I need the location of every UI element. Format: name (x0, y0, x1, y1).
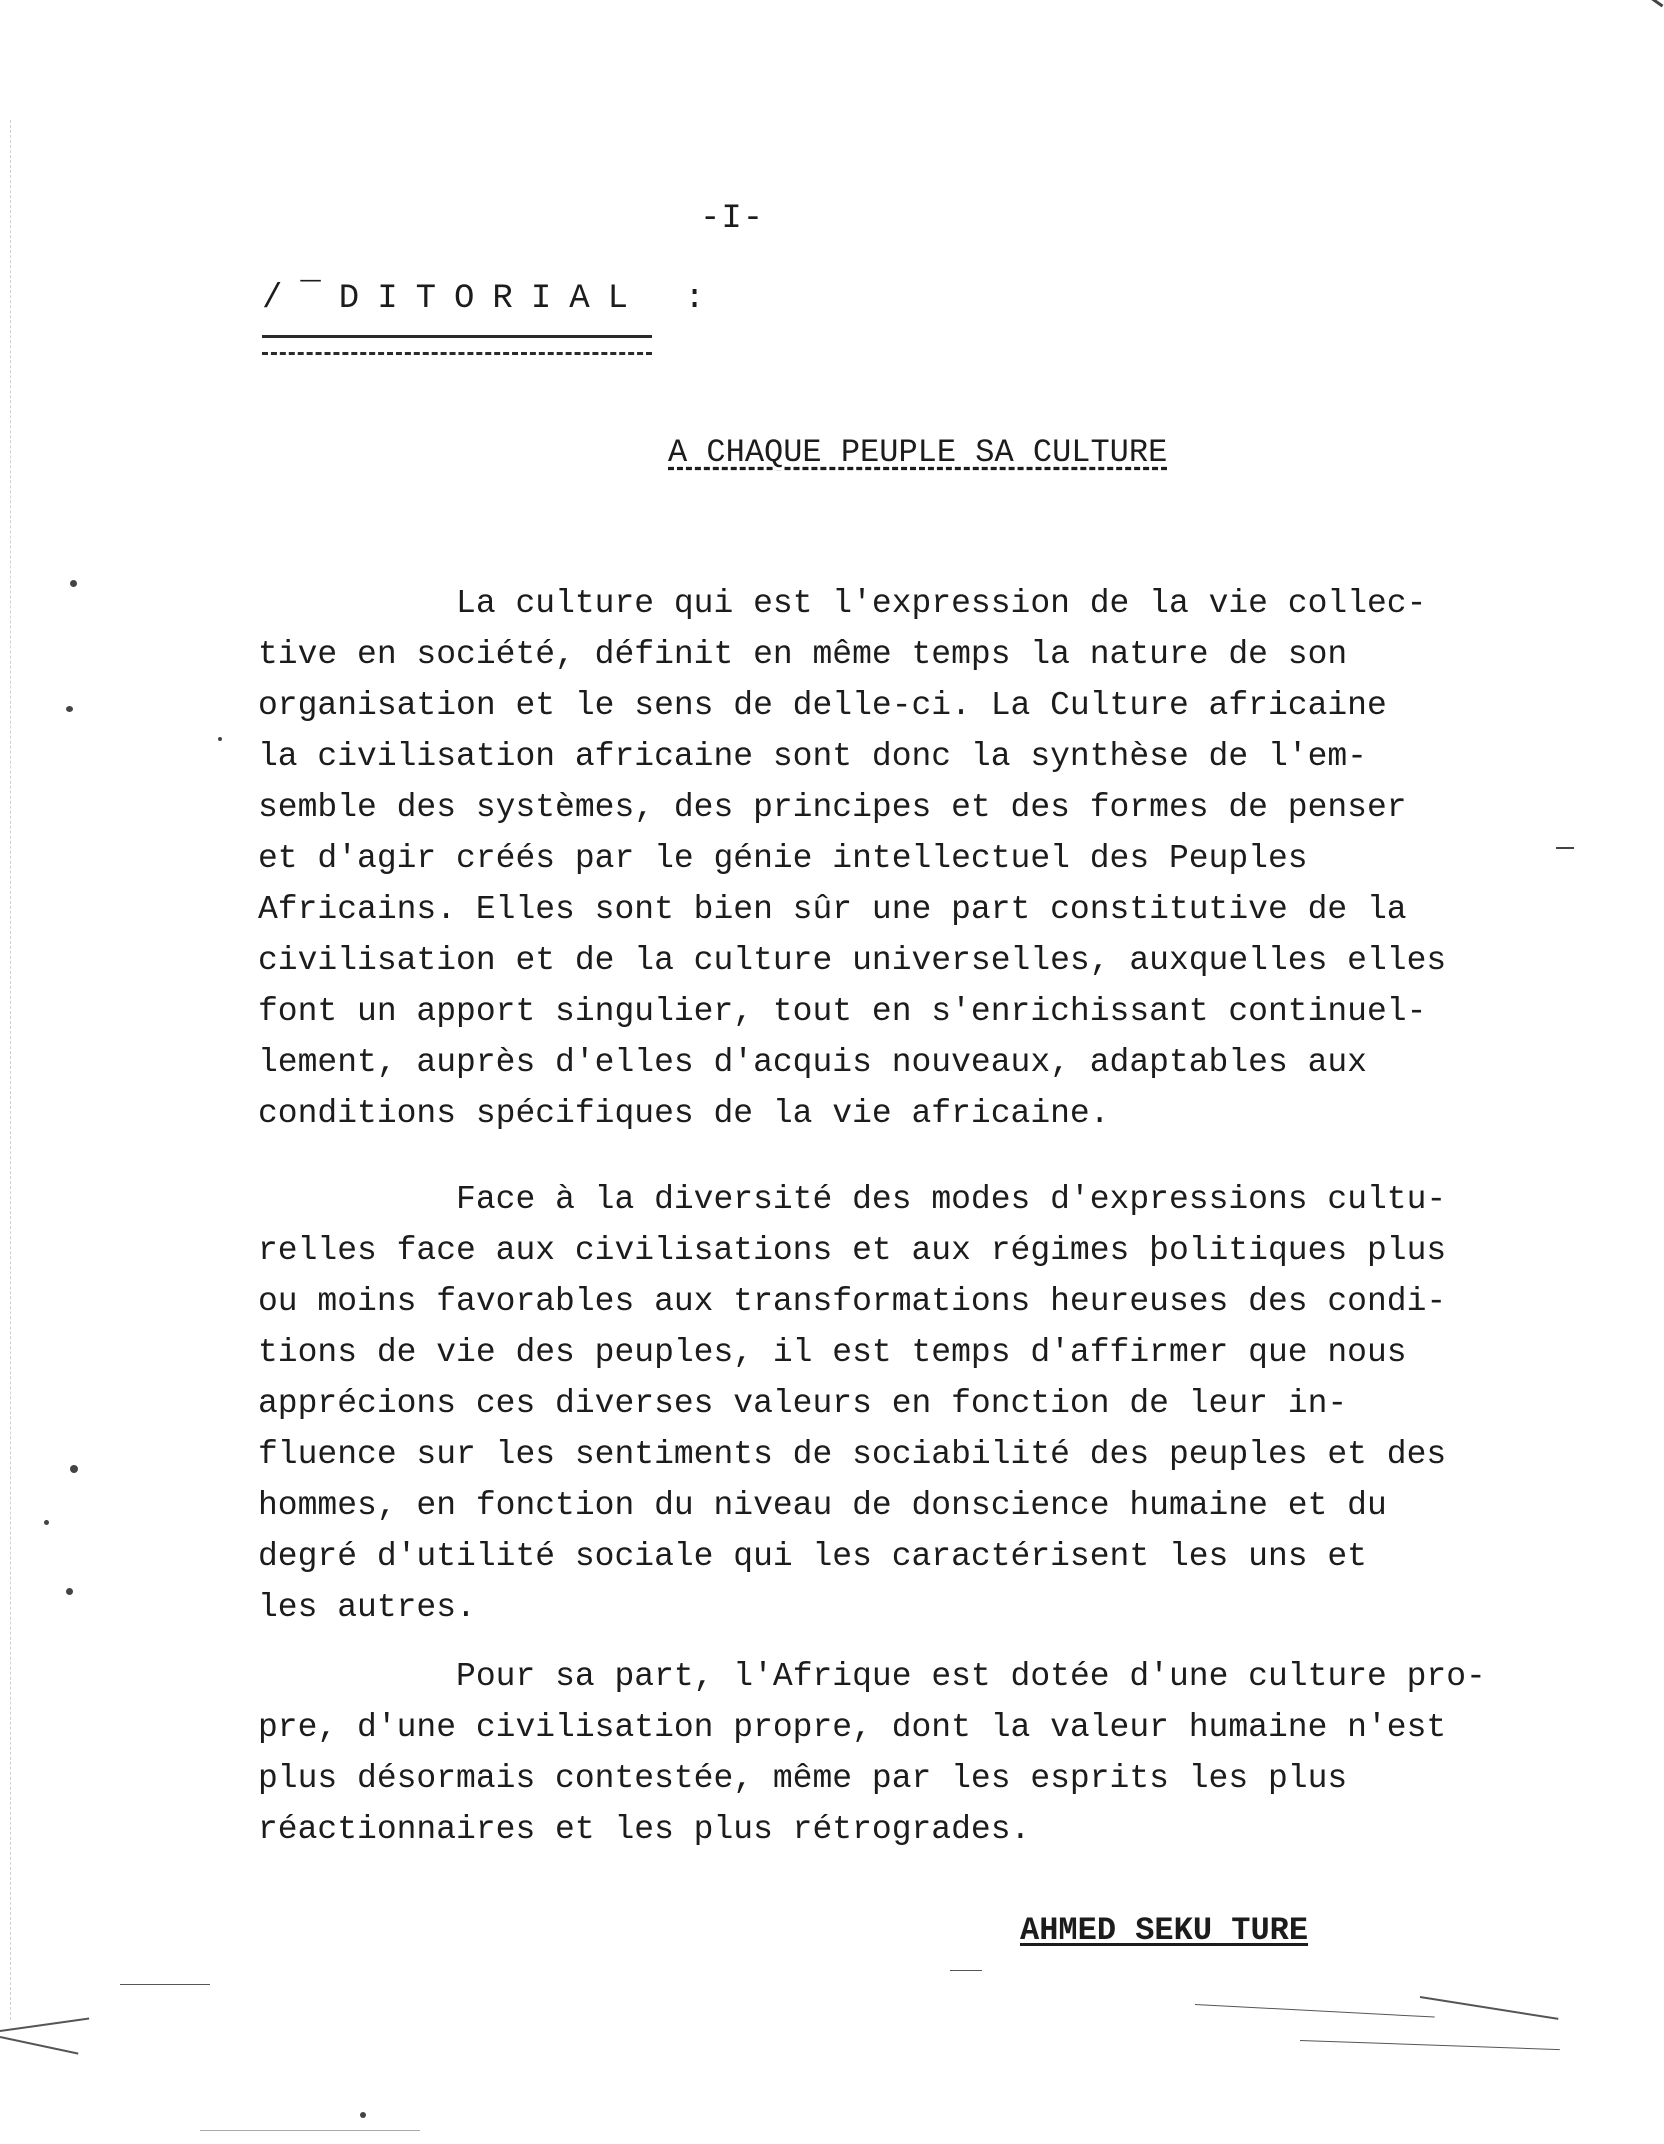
scan-speck (70, 580, 77, 587)
signature: AHMED SEKU TURE (1020, 1912, 1309, 1949)
paragraph-2: Face à la diversité des modes d'expressions cultu- relles face aux civilisations et aux régimes þolitiques plus ou moins favorables aux transformations heureuses des condi- tions de vie des peuples, il est temps d'affirmer que nous apprécions ces diverses valeurs en fonction de leur in- fluence sur les sentiments de sociabilité des peuples et des hommes, en fonction du niveau de donscience humaine et du degré d'utilité sociale qui les caractérisent les uns et les autres. (258, 1181, 1447, 1626)
scan-stroke (1300, 2040, 1560, 2050)
article-title: A CHAQUE PEUPLE SA CULTURE (668, 434, 1168, 471)
scan-stroke (1420, 1996, 1559, 2020)
page-number: -I- (700, 200, 765, 238)
scan-speck (66, 706, 73, 712)
heading-dashed-underline (262, 352, 652, 355)
scan-stroke (950, 1970, 982, 1971)
scan-speck (360, 2112, 366, 2118)
heading-underline (262, 335, 652, 338)
scan-stroke (1195, 2004, 1435, 2018)
scan-stroke (0, 2036, 78, 2055)
scan-speck (70, 1465, 78, 1473)
scan-speck (66, 1588, 73, 1595)
scan-speck (1649, 0, 1664, 7)
scan-stroke (200, 2130, 420, 2131)
scan-speck (1556, 847, 1574, 849)
paragraph-1: La culture qui est l'expression de la vie collec- tive en société, définit en même temps la nature de son organisation et le sens de delle-ci. La Culture africaine la civilisation africaine sont donc la synthèse de l'em- semble des systèmes, des principes et des formes de penser et d'agir créés par le génie intellectuel des Peuples Africains. Elles sont bien sûr une part constitutive de la civilisation et de la culture universelles, auxquelles elles font un apport singulier, tout en s'enrichissant continuel- lement, auprès d'elles d'acquis nouveaux, adaptables aux conditions spécifiques de la vie africaine. (258, 585, 1447, 1132)
scan-stroke (0, 2017, 89, 2032)
scan-stroke (120, 1984, 210, 1985)
scan-speck (218, 737, 222, 741)
scan-speck (44, 1520, 49, 1525)
paragraph-3: Pour sa part, l'Afrique est dotée d'une culture pro- pre, d'une civilisation propre, dont la valeur humaine n'est plus désormais contestée, même par les esprits les plus réactionnaires et les plus rétrogrades. (258, 1658, 1486, 1848)
scan-edge-rule (10, 120, 11, 2020)
editorial-heading: /¯DITORIAL : (262, 280, 723, 318)
